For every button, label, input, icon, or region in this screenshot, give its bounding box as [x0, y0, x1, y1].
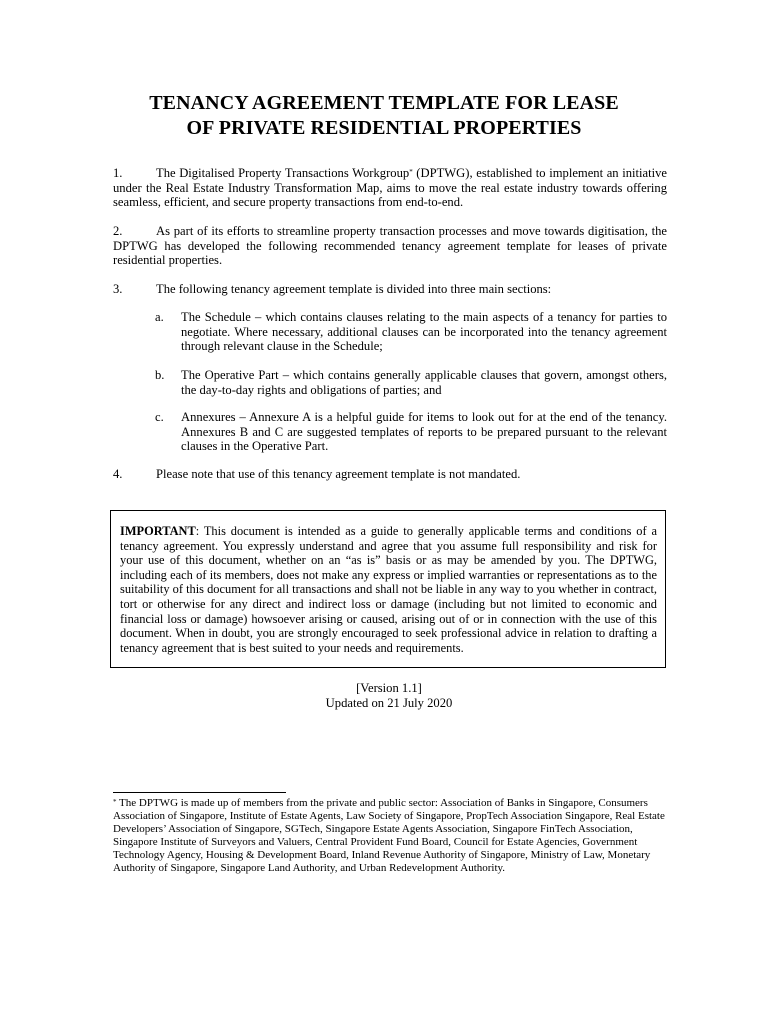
paragraph-4 [113, 467, 667, 482]
paragraph-text: The Digitalised Property Transactions Workgroup [156, 166, 410, 180]
paragraph-number: 2. [113, 224, 123, 238]
important-label: IMPORTANT [120, 524, 196, 538]
footnote-reference: * [409, 168, 413, 176]
version-label: [Version 1.1] [356, 681, 422, 695]
section-letter: b. [155, 368, 165, 382]
paragraph-text: As part of its efforts to streamline property transaction processes and move towards digitisation, the DPTWG has developed the following recommended tenancy agreement template for leases of private residential properties. [113, 224, 667, 268]
version-info [0, 681, 768, 711]
important-text: : This document is intended as a guide to generally applicable terms and conditions of a tenancy agreement. You expressly understand and agree that you assume full responsibility and risk for your use of this document, whether on an “as is” basis or as may be amended by you. The DPTWG, including each of its members, does not make any express or implied warranties or representations as to the suitability of this document for all transactions and shall not be liable in any way to you whether in contract, tort or otherwise for any direct and indirect loss or damage (including but not limited to economic and financial loss or damage) howsoever arising or caused, arising out of or in connection with the use of this document. When in doubt, you are strongly encouraged to seek professional advice in relation to drafting a tenancy agreement that is best suited to your needs and requirements. [120, 524, 657, 655]
section-item-operative-part [155, 368, 667, 397]
section-item-annexures [155, 410, 667, 454]
footnote-mark: * [113, 798, 117, 806]
paragraph-number: 1. [113, 166, 123, 180]
section-item-schedule [155, 310, 667, 354]
paragraph-2 [113, 224, 667, 268]
footnote [113, 797, 669, 874]
section-letter: a. [155, 310, 164, 324]
paragraph-number: 3. [113, 282, 123, 296]
title-line-2: OF PRIVATE RESIDENTIAL PROPERTIES [186, 117, 582, 139]
paragraph-1 [113, 166, 667, 210]
section-letter: c. [155, 410, 164, 424]
title-line-1: TENANCY AGREEMENT TEMPLATE FOR LEASE [149, 92, 619, 114]
paragraph-text: The following tenancy agreement template is divided into three main sections: [156, 282, 552, 296]
updated-date: Updated on 21 July 2020 [325, 696, 453, 710]
paragraph-number: 4. [113, 467, 123, 481]
important-disclaimer-box [110, 510, 666, 668]
section-text: Annexures – Annexure A is a helpful guide for items to look out for at the end of the tenancy. Annexures B and C are suggested templates of reports to be prepared pursuant to the relevant clauses in the Operative Part. [181, 410, 667, 454]
footnote-text: The DPTWG is made up of members from the private and public sector: Association of Banks in Singapore, Consumers Association of Singapore, Institute of Estate Agents, Law Society of Singapore, PropTech Association Singapore, Real Estate Developers’ Association of Singapore, SGTech, Singapore Estate Agents Association, Singapore FinTech Association, Singapore Institute of Surveyors and Valuers, Central Provident Fund Board, Council for Estate Agencies, Government Technology Agency, Housing & Development Board, Inland Revenue Authority of Singapore, Ministry of Law, Monetary Authority of Singapore, Singapore Land Authority, and Urban Redevelopment Authority. [113, 797, 665, 874]
section-text: The Schedule – which contains clauses relating to the main aspects of a tenancy for parties to negotiate. Where necessary, additional clauses can be incorporated into the tenancy agreement through relevant clause in the Schedule; [181, 310, 667, 354]
section-text: The Operative Part – which contains generally applicable clauses that govern, amongst others, the day-to-day rights and obligations of parties; and [181, 368, 667, 397]
document-title [0, 91, 768, 141]
paragraph-text-continued: (DPTWG), established to implement an initiative under the Real Estate Industry Transformation Map, aims to move the real estate industry towards offering seamless, efficient, and secure property transactions from end-to-end. [113, 166, 667, 210]
paragraph-3 [113, 282, 667, 297]
footnote-divider [113, 792, 286, 793]
paragraph-text: Please note that use of this tenancy agreement template is not mandated. [156, 467, 521, 481]
